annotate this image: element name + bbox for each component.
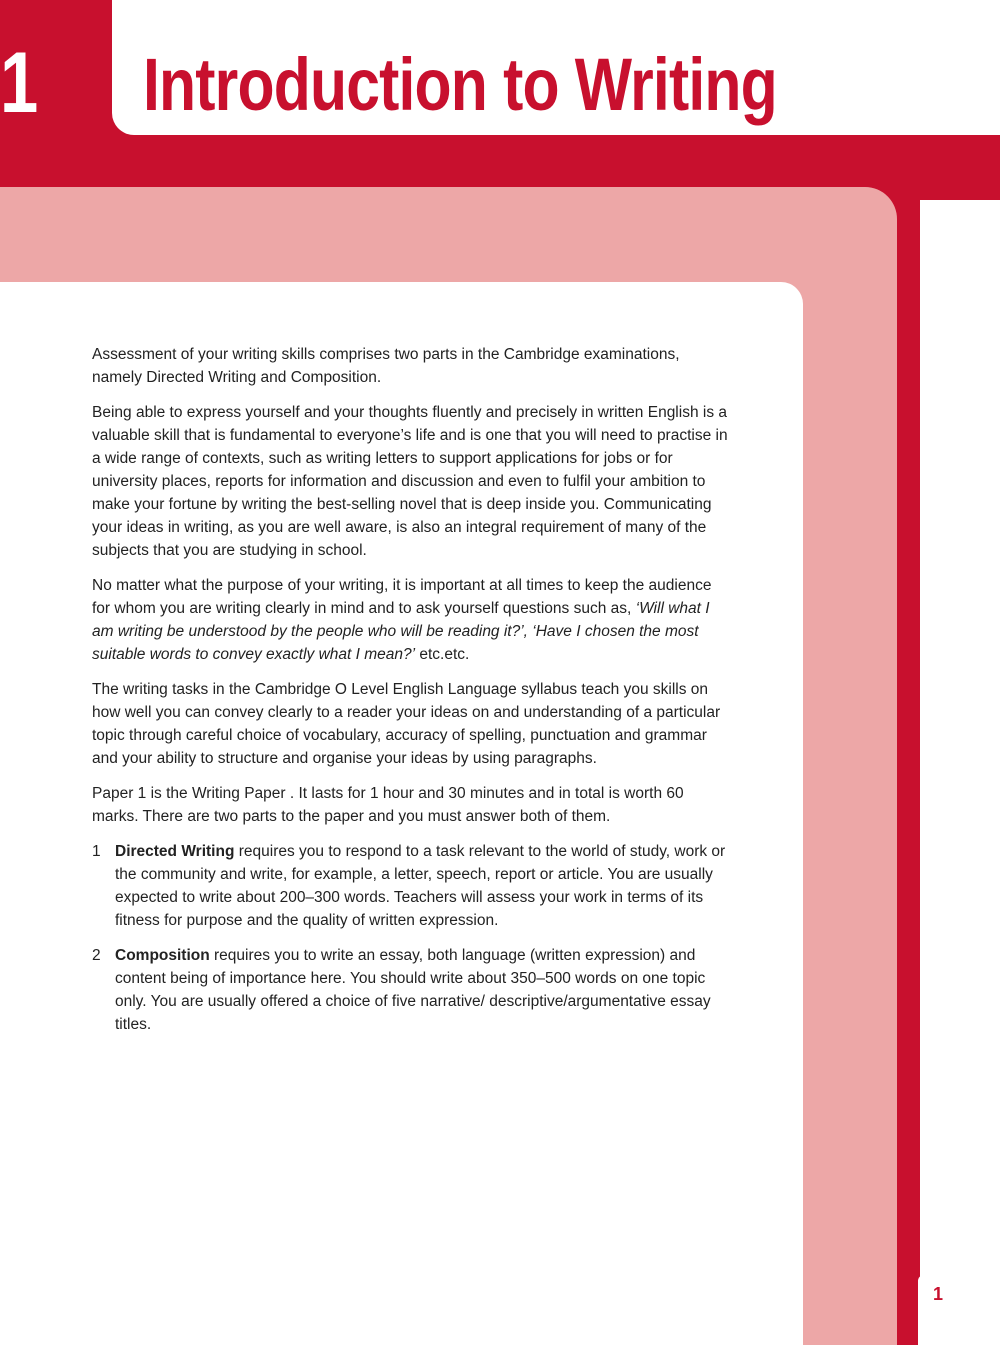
panel-edge: [897, 230, 920, 1345]
list-item-term: Composition: [115, 947, 210, 964]
paragraph-audience-start: No matter what the purpose of your writing, it is important at all times to keep the audience for whom you are writing clearly in mind and to ask yourself questions such as,: [92, 577, 712, 617]
chapter-title: Introduction to Writing: [143, 43, 777, 126]
right-margin: [920, 200, 1000, 1345]
paragraph-audience-end: etc.etc.: [415, 646, 470, 663]
list-item-term: Directed Writing: [115, 843, 235, 860]
chapter-number: 1: [0, 35, 39, 131]
paragraph-skills: Being able to express yourself and your thoughts fluently and precisely in written English is a valuable skill that is fundamental to everyone’s life and is one that you will need to practise in a wide range of contexts, such as writing letters to support applications for jobs or for university places, reports for information and discussion and even to fulfil your ambition to make your fortune by writing the best-selling novel that is deep inside you. Communicating your ideas in writing, as you are well aware, is also an integral requirement of many of the subjects that you are studying in school.: [92, 404, 728, 559]
paragraph-intro: Assessment of your writing skills comprises two parts in the Cambridge examinations, namely Directed Writing and Composition.: [92, 346, 680, 386]
body-text: [92, 343, 732, 1048]
page-number: 1: [932, 1284, 943, 1304]
list-item-number: 1: [92, 843, 101, 860]
list-item-number: 2: [92, 947, 101, 964]
example-questions: ‘Will what I am writing be understood by the people who will be reading it?’, ‘Have I chosen the most suitable words to convey exactly what I mean?’: [92, 600, 710, 663]
list-item-text: requires you to respond to a task relevant to the world of study, work or the community and write, for example, a letter, speech, report or article. You are usually expected to write about 200–300 words. Teachers will assess your work in terms of its fitness for purpose and the quality of written expression.: [115, 843, 726, 929]
list-item-body: [115, 944, 732, 1036]
list-item-text: requires you to write an essay, both language (written expression) and content being of importance here. You should write about 350–500 words on one topic only. You are usually offered a choice of five narrative/ descriptive/argumentative essay titles.: [115, 947, 711, 1033]
list-item-body: [115, 840, 732, 932]
paragraph-paper: Paper 1 is the Writing Paper . It lasts for 1 hour and 30 minutes and in total is worth 60 marks. There are two parts to the paper and you must answer both of them.: [92, 785, 684, 825]
list-item: [92, 944, 732, 1036]
paragraph-syllabus: The writing tasks in the Cambridge O Level English Language syllabus teach you skills on how well you can convey clearly to a reader your ideas on and understanding of a particular topic through careful choice of vocabulary, accuracy of spelling, punctuation and grammar and your ability to structure and organise your ideas by using paragraphs.: [92, 681, 721, 767]
paragraph-audience: [92, 574, 732, 666]
list-item: [92, 840, 732, 932]
